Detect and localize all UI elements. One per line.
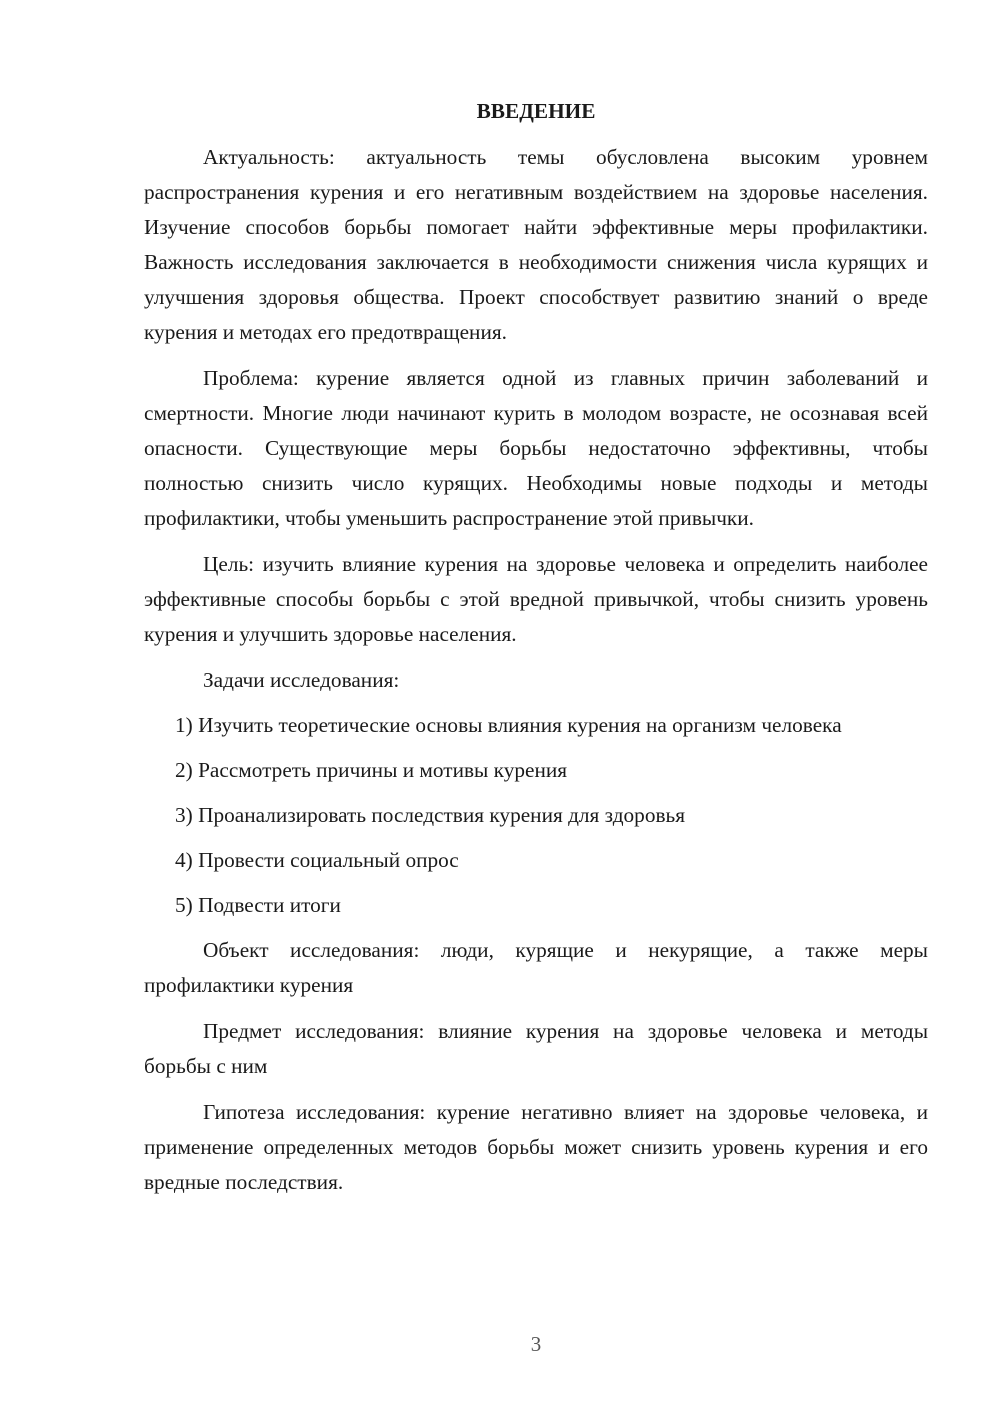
document-page [144, 94, 928, 1211]
paragraph-object: Объект исследования: люди, курящие и некурящие, а также меры профилактики курения [144, 938, 928, 997]
page-title: ВВЕДЕНИЕ [476, 99, 596, 123]
task-item-3: 3) Проанализировать последствия курения для здоровья [175, 803, 686, 827]
task-item-4: 4) Провести социальный опрос [175, 848, 459, 872]
paragraph-relevance: Актуальность: актуальность темы обусловлена высоким уровнем распространения курения и его негативным воздействием на здоровье населения. Изучение способов борьбы помогает найти эффективные меры профилактики. Важность исследования заключается в необходимости снижения числа курящих и улучшения здоровья общества. Проект способствует развитию знаний о вреде курения и методах его предотвращения. [144, 145, 928, 344]
task-item-2: 2) Рассмотреть причины и мотивы курения [175, 758, 568, 782]
task-item-5: 5) Подвести итоги [175, 893, 341, 917]
paragraph-subject: Предмет исследования: влияние курения на здоровье человека и методы борьбы с ним [144, 1019, 928, 1078]
paragraph-problem: Проблема: курение является одной из главных причин заболеваний и смертности. Многие люди начинают курить в молодом возрасте, не осознавая всей опасности. Существующие меры борьбы недостаточно эффективны, чтобы полностью снизить число курящих. Необходимы новые подходы и методы профилактики, чтобы уменьшить распространение этой привычки. [144, 366, 928, 530]
tasks-heading: Задачи исследования: [203, 668, 400, 692]
tasks-list [144, 708, 928, 923]
paragraph-hypothesis: Гипотеза исследования: курение негативно влияет на здоровье человека, и применение определенных методов борьбы может снизить уровень курения и его вредные последствия. [144, 1100, 928, 1194]
paragraph-goal: Цель: изучить влияние курения на здоровье человека и определить наиболее эффективные способы борьбы с этой вредной привычкой, чтобы снизить уровень курения и улучшить здоровье населения. [144, 552, 928, 646]
page-number: 3 [530, 1332, 542, 1356]
task-item-1: 1) Изучить теоретические основы влияния курения на организм человека [175, 713, 842, 737]
